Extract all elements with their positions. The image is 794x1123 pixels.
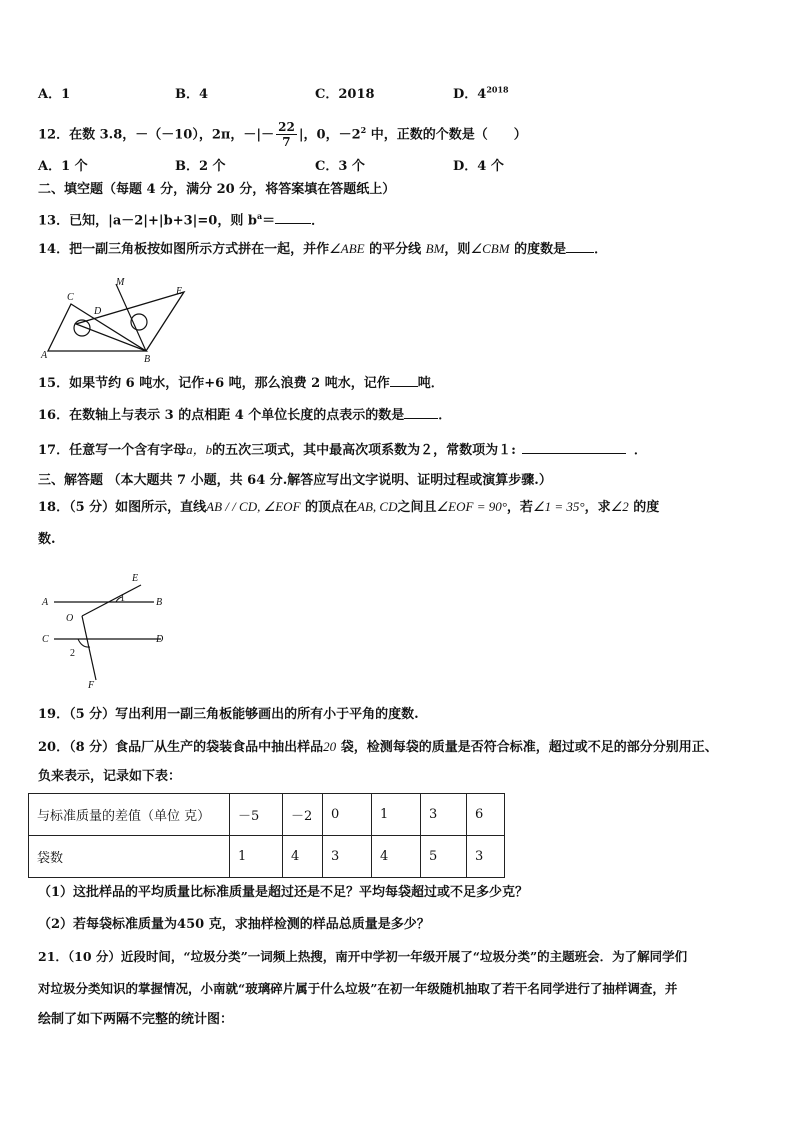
label-a: A	[41, 350, 48, 361]
label-d: D	[156, 634, 164, 645]
question-15: 15．如果节约 6 吨水，记作+6 吨，那么浪费 2 吨水，记作 吨．	[38, 376, 444, 391]
label-m: M	[116, 277, 125, 288]
label-e: E	[176, 286, 183, 297]
q12-option-c: C．3 个	[315, 159, 365, 174]
table-cell: 6	[467, 794, 505, 836]
question-13: 13．已知，|a－2|+|b+3|=0，则 $b^a=$ ．	[38, 211, 325, 229]
label-b: B	[156, 597, 163, 608]
table-header-count: 袋数	[29, 836, 230, 878]
q11-option-d: D．$4^{2018}$	[453, 84, 509, 102]
table-cell: 1	[372, 794, 421, 836]
label-c: C	[67, 292, 74, 303]
q12-option-a: A．1 个	[38, 159, 88, 174]
table-cell: 4	[372, 836, 421, 878]
question-18: 18．（5 分）如图所示，直线AB / / CD, ∠EOF 的顶点在AB, CD之间且∠EOF = 90°，若∠1 = 35°，求∠2 的度	[38, 499, 660, 515]
table-row	[29, 836, 505, 878]
q11-option-c: C．2018	[315, 87, 375, 102]
table-cell: 4	[283, 836, 323, 878]
ray-of	[82, 616, 96, 680]
q11-option-b: B．4	[175, 87, 209, 102]
table-row	[29, 794, 505, 836]
triangle-set-figure	[36, 276, 196, 362]
question-17: 17．任意写一个含有字母a，b的五次三项式，其中最高次项系数为２，常数项为１: ．	[38, 442, 647, 458]
q11-option-a: A．1	[38, 87, 71, 102]
triangle-dbe	[76, 292, 184, 351]
table-cell: 1	[230, 836, 283, 878]
label-f: F	[88, 680, 95, 691]
question-18-cont: 数.	[38, 532, 56, 547]
label-a: A	[42, 597, 49, 608]
table-cell: 3	[467, 836, 505, 878]
fraction-22-7: $\frac{22}{7}$	[278, 120, 295, 150]
table-cell: 3	[421, 794, 467, 836]
table-cell: －5	[230, 794, 283, 836]
question-14: 14．把一副三角板按如图所示方式拼在一起，并作∠ABE 的平分线 BM，则∠CBM 的度数是 ．	[38, 241, 608, 257]
question-20-cont: 负来表示，记录如下表：	[38, 769, 182, 784]
question-20-part-2: （2）若每袋标准质量为450 克，求抽样检测的样品总质量是多少？	[38, 917, 430, 932]
question-21-cont-1: 对垃圾分类知识的掌握情况，小南就“玻璃碎片属于什么垃圾”在初一年级随机抽取了若干名同学进行了抽样调查，并	[38, 981, 678, 996]
label-angle-2: 2	[70, 648, 75, 659]
q12-option-b: B．2 个	[175, 159, 226, 174]
table-cell: 5	[421, 836, 467, 878]
label-angle-1: 1	[120, 593, 125, 604]
table-cell: －2	[283, 794, 323, 836]
ray-oe	[82, 585, 141, 616]
section-3-heading: 三、解答题 （本大题共 7 小题，共 64 分.解答应写出文字说明、证明过程或演算步骤.）	[38, 473, 552, 488]
question-19: 19．（5 分）写出利用一副三角板能够画出的所有小于平角的度数.	[38, 707, 419, 722]
question-20: 20．（8 分）食品厂从生产的袋装食品中抽出样品20 袋，检测每袋的质量是否符合标准，超过或不足的部分分别用正、	[38, 739, 718, 755]
parallel-lines-figure	[36, 568, 176, 693]
label-d: D	[94, 306, 102, 317]
table-cell: 0	[323, 794, 372, 836]
question-12: 12．在数 3.8，－（－10），2π，－|－ $\frac{22}{7}$ |，0，$-2^2$ 中，正数的个数是（ ）	[38, 120, 527, 150]
question-20-part-1: （1）这批样品的平均质量比标准质量是超过还是不足？平均每袋超过或不足多少克？	[38, 885, 529, 900]
table-cell: 3	[323, 836, 372, 878]
q12-option-d: D．4 个	[453, 159, 504, 174]
question-21-cont-2: 绘制了如下两隔不完整的统计图：	[38, 1012, 234, 1027]
quality-table	[28, 793, 505, 878]
question-21: 21．（10 分）近段时间，“垃圾分类”一词频上热搜，南开中学初一年级开展了“垃圾分类”的主题班会．为了解同学们	[38, 949, 688, 964]
label-e: E	[132, 573, 139, 584]
section-2-heading: 二、填空题（每题 4 分，满分 20 分，将答案填在答题纸上）	[38, 182, 396, 197]
label-b: B	[144, 354, 151, 362]
label-o: O	[66, 613, 74, 624]
table-header-diff: 与标准质量的差值（单位 克）	[29, 794, 230, 836]
label-c: C	[42, 634, 49, 645]
question-16: 16．在数轴上与表示 3 的点相距 4 个单位长度的点表示的数是 ．	[38, 408, 452, 423]
